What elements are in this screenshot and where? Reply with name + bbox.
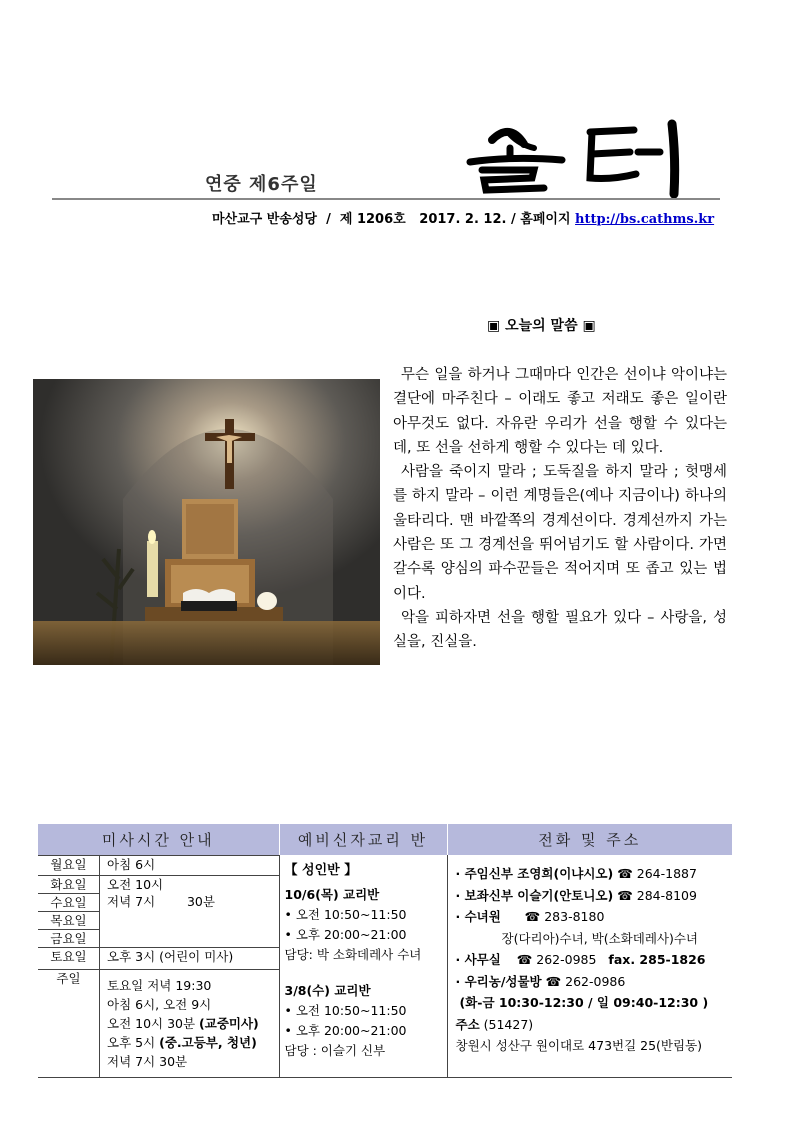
- class2-date: 3/8(수) 교리반: [284, 983, 371, 998]
- masthead-logo: [462, 118, 694, 198]
- contact-header: 전화 및 주소: [447, 824, 732, 855]
- weekday-time-2: 저녁 7시 30분: [107, 894, 215, 909]
- day-sunday: 주일: [38, 970, 100, 1078]
- homepage-label: 홈페이지: [520, 212, 571, 227]
- publication-info: [212, 208, 714, 227]
- pastor-label: · 주임신부 조영희(이냐시오): [455, 866, 614, 881]
- sisters: 장(다리아)수녀, 박(소화데레사)수녀: [501, 930, 699, 946]
- office-label: · 사무실: [455, 952, 501, 967]
- day-wednesday: 수요일: [38, 894, 100, 912]
- day-thursday: 목요일: [38, 912, 100, 930]
- sunday-line: 저녁 7시 30분: [107, 1054, 188, 1069]
- mass-schedule-header: 미사시간 안내: [38, 824, 279, 855]
- sunday-note: (교중미사): [199, 1016, 259, 1031]
- word-paragraph: 악을 피하자면 선을 행할 필요가 있다 – 사랑을, 성실을, 진실을.: [393, 609, 727, 651]
- separator: /: [511, 212, 516, 227]
- day-monday: 월요일: [38, 856, 100, 876]
- shop-hours: (화-금 10:30-12:30 / 일 09:40-12:30 ): [459, 995, 709, 1010]
- assistant-phone: ☎ 284-8109: [617, 887, 697, 903]
- separator: /: [326, 212, 331, 227]
- class1-am: • 오전 10:50~11:50: [284, 907, 407, 922]
- saturday-time: 오후 3시 (어린이 미사): [100, 948, 279, 970]
- monday-time: 아침 6시: [100, 856, 279, 876]
- convent-phone: ☎ 283-8180: [524, 909, 605, 924]
- issue-date: 2017. 2. 12.: [419, 212, 507, 227]
- parish-name: 마산교구 반송성당: [212, 212, 317, 227]
- class1-teacher: 담당: 박 소화데레사 수녀: [284, 947, 422, 962]
- mass-schedule: [38, 855, 279, 1078]
- issue-number: 제 1206호: [339, 212, 406, 227]
- address: 창원시 성산구 원이대로 473번길 25(반림동): [455, 1038, 703, 1053]
- postcode: (51427): [483, 1016, 534, 1032]
- catechism-schedule: [279, 855, 447, 1078]
- sunday-subtitle: 연중 제6주일: [205, 174, 318, 195]
- catechism-header: 예비신자교리 반: [279, 824, 447, 855]
- class2-am: • 오전 10:50~11:50: [284, 1003, 407, 1018]
- class2-teacher: 담당 : 이슬기 신부: [284, 1043, 386, 1058]
- day-tuesday: 화요일: [38, 876, 100, 894]
- contact-info: [447, 855, 732, 1078]
- sunday-note: (중.고등부, 청년): [159, 1035, 257, 1050]
- altar-crucifix-photo: [33, 379, 380, 665]
- adult-class-title: 【 성인반 】: [284, 863, 358, 878]
- sunday-times: [100, 970, 279, 1078]
- sunday-line: 토요일 저녁 19:30: [107, 978, 212, 993]
- assistant-label: · 보좌신부 이슬기(안토니오): [455, 887, 614, 903]
- homepage-link[interactable]: http://bs.cathms.kr: [575, 212, 715, 227]
- office-phone: ☎ 262-0985: [516, 952, 597, 967]
- sunday-line: 오전 10시 30분: [107, 1016, 200, 1031]
- word-paragraph: 사람을 죽이지 말라 ; 도둑질을 하지 말라 ; 헛맹세를 하지 말라 – 이런 계명들은(예나 지금이나) 하나의 울타리다. 맨 바깥쪽의 경계선이다. 경계선까지 가는 사람은 또 그 경계선을 뛰어넘기도 할 사람이다. 가면 갈수록 양심의 파수꾼들은 적어지며 또 좁고 있는 법이다.: [393, 464, 727, 602]
- sunday-line: 오후 5시: [107, 1035, 160, 1050]
- weekday-times: [100, 876, 279, 948]
- word-paragraph: 무슨 일을 하거나 그때마다 인간은 선이냐 악이냐는 결단에 마주친다 – 이래도 좋고 저래도 좋은 일이란 아무것도 없다. 자유란 우리가 선을 행할 수 있다는 데, 또 선을 선하게 행할 수 있다는 데 있다.: [393, 367, 727, 456]
- header-rule: [52, 198, 720, 200]
- sunday-line: 아침 6시, 오전 9시: [107, 997, 212, 1012]
- office-fax: fax. 285-1826: [608, 952, 706, 967]
- class2-pm: • 오후 20:00~21:00: [284, 1023, 407, 1038]
- weekday-time-1: 오전 10시: [107, 877, 164, 892]
- day-friday: 금요일: [38, 930, 100, 948]
- pastor-phone: ☎ 264-1887: [617, 866, 697, 881]
- convent-label: · 수녀원: [455, 909, 501, 924]
- shop-phone: ☎ 262-0986: [545, 973, 626, 989]
- word-heading: ▣ 오늘의 말씀 ▣: [487, 318, 596, 334]
- class1-pm: • 오후 20:00~21:00: [284, 927, 407, 942]
- info-table: [38, 824, 732, 1078]
- day-saturday: 토요일: [38, 948, 100, 970]
- address-label: 주소: [455, 1016, 480, 1032]
- shop-label: · 우리농/성물방: [455, 973, 542, 989]
- word-body: [393, 363, 727, 655]
- class1-date: 10/6(목) 교리반: [284, 887, 380, 902]
